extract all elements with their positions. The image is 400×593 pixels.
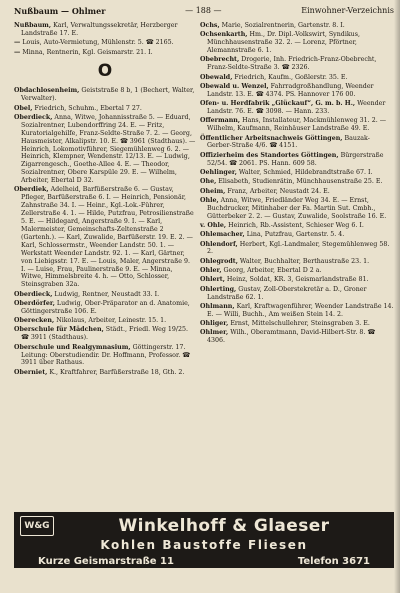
directory-entry: — Louis, Auto-Vermietung, Mühlenstr. 5. ☎ 2165.: [14, 39, 174, 47]
advertisement-banner: [14, 512, 394, 568]
directory-entry: Ohler, Georg, Arbeiter, Ebertal D 2 a.: [200, 267, 322, 275]
directory-entry: Ofen- u. Herdfabrik „Glückauf“, G. m. b. H., Weender Landstr. 76. E. ☎ 3098. — Hann. 233.: [200, 100, 386, 116]
ad-address: Kurze Geismarstraße 11: [38, 556, 174, 567]
directory-entry: Offizierheim des Standortes Göttingen, Bürgerstraße 52/54. ☎ 2061. PS. Hann. 609 58.: [200, 151, 384, 167]
ad-company-name: Winkelhoff & Glaeser: [118, 516, 330, 536]
company-logo-icon: W&G: [20, 516, 54, 536]
directory-entry: Nußbaum, Karl, Verwaltungssekretär, Herzberger Landstraße 17. E.: [14, 22, 178, 37]
directory-entry: Oberschule für Mädchen, Städt., Friedl. Weg 19/25. ☎ 3911 (Stadthaus).: [14, 326, 188, 342]
directory-entry: Obewald, Friedrich, Kaufm., Goßlerstr. 35. E.: [200, 73, 348, 81]
section-letter: O: [97, 61, 113, 82]
directory-entry: Ohlerting, Gustav, Zoll-Oberstekretär a. D., Groner Landstraße 62. 1.: [200, 285, 367, 301]
directory-entry: Obdachlosenheim, Geiststraße 8 b, 1 (Bechert, Walter, Verwalter).: [14, 87, 195, 103]
directory-entry: Ohlendorf, Herbert, Kgl.-Landmaler, Stegemühlenweg 58. 2.: [200, 240, 390, 256]
page-header: [14, 4, 394, 18]
directory-entry: Oberdieck, Ludwig, Rentner, Neustadt 33. I.: [14, 290, 160, 298]
directory-entry: Oberdieck, Anna, Witwe, Johannisstraße 5. — Eduard, Sozialrentner, Lubendorffring 24. E. — Fritz, Kuratorialgehilfe, Franz-Seldte-Straße 7. 2. — Georg, Hausmeister, Alkalipstr. 10. E. ☎ 3961 (Stadthaus). — Heinrich, Lokomotivführer, Siegemühlenweg 6. 2. — Heinrich, Klempner, Wendenstr. 12/13. E. — Ludwig, Zigarrengesch., Goethe-Allee 4. E. — Theodor, Sozialrentner, Obere Karspüle 29. E. — Wilhelm, Arbeiter, Ebertal D 32.: [14, 113, 196, 185]
directory-entry: Obebrecht, Drogerie, Inh. Friedrich-Franz-Obebrecht, Franz-Seldte-Straße 3. ☎ 2326.: [200, 56, 377, 72]
directory-entry: v. Ohle, Heinrich, Rb.-Assistent, Schieser Weg 6. I.: [200, 221, 364, 229]
page-number: — 188 —: [185, 6, 222, 15]
directory-entry: Ochs, Marie, Sozialrentnerin, Gartenstr. 8. I.: [200, 22, 345, 29]
directory-entry: Oberniet, K., Kraftfahrer, Barfüßerstraße 18, Gth. 2.: [14, 368, 185, 376]
directory-entry: Ochsenkarth, Hm., Dr. Dipl.-Volkswirt, Syndikus, Münchhausenstraße 32. 2. — Lorenz, Pförtner, Alemannstraße 6. 1.: [200, 31, 360, 55]
directory-entry: Ohe, Elisabeth, Studienrätin, Münchhausenstraße 25. E.: [200, 178, 383, 186]
directory-entry: Ohlmer, Wilh., Oberamtmann, David-Hilbert-Str. 8. ☎ 4306.: [200, 329, 376, 345]
directory-entry: Oehlinger, Walter, Schmied, Hildebrandtstraße 67. I.: [200, 168, 373, 176]
directory-entry: Oberecken, Nikolaus, Arbeiter, Leinestr. 15. 1.: [14, 317, 167, 325]
directory-entry: Ohlert, Heinz, Soldat, KR. 3, Geismarlandstraße 81.: [200, 276, 369, 284]
directory-entry: Ohlmann, Karl, Kraftwagenführer, Weender Landstraße 14. E. — Willi, Buchh., Am weißen Stein 14. 2.: [200, 302, 394, 318]
directory-entry: Oberschule und Realgymnasium, Göttingerstr. 17. Leitung: Oberstudiendir. Dr. Hoffmann, Professor. ☎ 3911 über Rathaus.: [14, 343, 191, 367]
directory-entry: Offermann, Hans, Installateur, Mackmühlenweg 31. 2. — Wilhelm, Kaufmann, Reinhäuser Landstraße 49. E.: [200, 117, 386, 133]
directory-entry: Oberdiek, Adelheid, Barfüßerstraße 6. — Gustav, Pfleger, Barfüßerstraße 6. I. — Heinrich, Pensionär, Zahnstraße 34. I. — Heinr., Kgl.-Lok.-Führer, Zellerstraße 4. 1. — Hilde, Putzfrau, Petrosilienstraße 5. E. — Hildegard, Angerstraße 9. I. — Karl, Malermeister, Gemeinschafts-Zeltenstraße 2 (Gartenh.). — Karl, Zuwalide, Barfüßerstr. 19. E. 2. — Karl, Schlossermstr., Weender Landstr. 50. 1. — Werkstatt Weender Landstr. 92. 1. — Karl, Gärtner, von Liebigsstr. 17. E. — Louis, Maler, Angerstraße 9. I. — Luise, Frau, Paulinerstraße 9. E. — Minna, Witwe, Himmelsbreite 4. h. — Otto, Schlosser, Steinsgraben 32a.: [14, 186, 194, 289]
page-edge-shadow: [394, 0, 400, 593]
directory-entry: Ohliger, Ernst, Mittelschullehrer, Steinsgraben 3. E.: [200, 320, 370, 328]
directory-entry: Oberdörfer, Ludwig, Ober-Präparator an d. Anatomie, Göttingerstraße 106. E.: [14, 299, 190, 315]
directory-entry: Oheim, Franz, Arbeiter, Neustadt 24. E.: [200, 187, 330, 195]
header-range: Nußbaum — Ohlmer: [14, 6, 106, 16]
directory-entry: — Minna, Rentnerin, Kgl. Geismarstr. 21. I.: [14, 48, 153, 56]
directory-entry: Ohlemacher, Lina, Putzfrau, Gartenstr. 5. 4.: [200, 231, 345, 239]
directory-entry: Ohle, Anna, Witwe, Friedländer Weg 34. E. — Ernst, Buchdrucker, Mitinhaber der Fa. Martin Sut. Cmbh., Gütterbeker 2. 2. — Gustav, Zuwalide, Soolstraße 16. E.: [200, 196, 387, 220]
ad-products: Kohlen Baustoffe Fliesen: [100, 538, 308, 552]
left-column: [14, 22, 196, 378]
directory-entry: Ohlegrodt, Walter, Buchhalter, Berthaustraße 23. 1.: [200, 257, 370, 265]
directory-entry: Obel, Friedrich, Schuhm., Ebertal 7 27.: [14, 104, 142, 112]
header-section-title: Einwohner-Verzeichnis: [301, 6, 394, 15]
directory-entry: Obewald u. Wenzel, Fahrradgroßhandlung, Weender Landstr. 13. E. ☎ 4374. PS. Hannover 176 00.: [200, 82, 374, 98]
ad-phone: Telefon 3671: [297, 556, 370, 567]
directory-entry: Öffentlicher Arbeitsnachweis Göttingen, Bauzak-Gerber-Straße 4/6. ☎ 4151.: [200, 134, 370, 150]
right-column: [200, 22, 394, 347]
